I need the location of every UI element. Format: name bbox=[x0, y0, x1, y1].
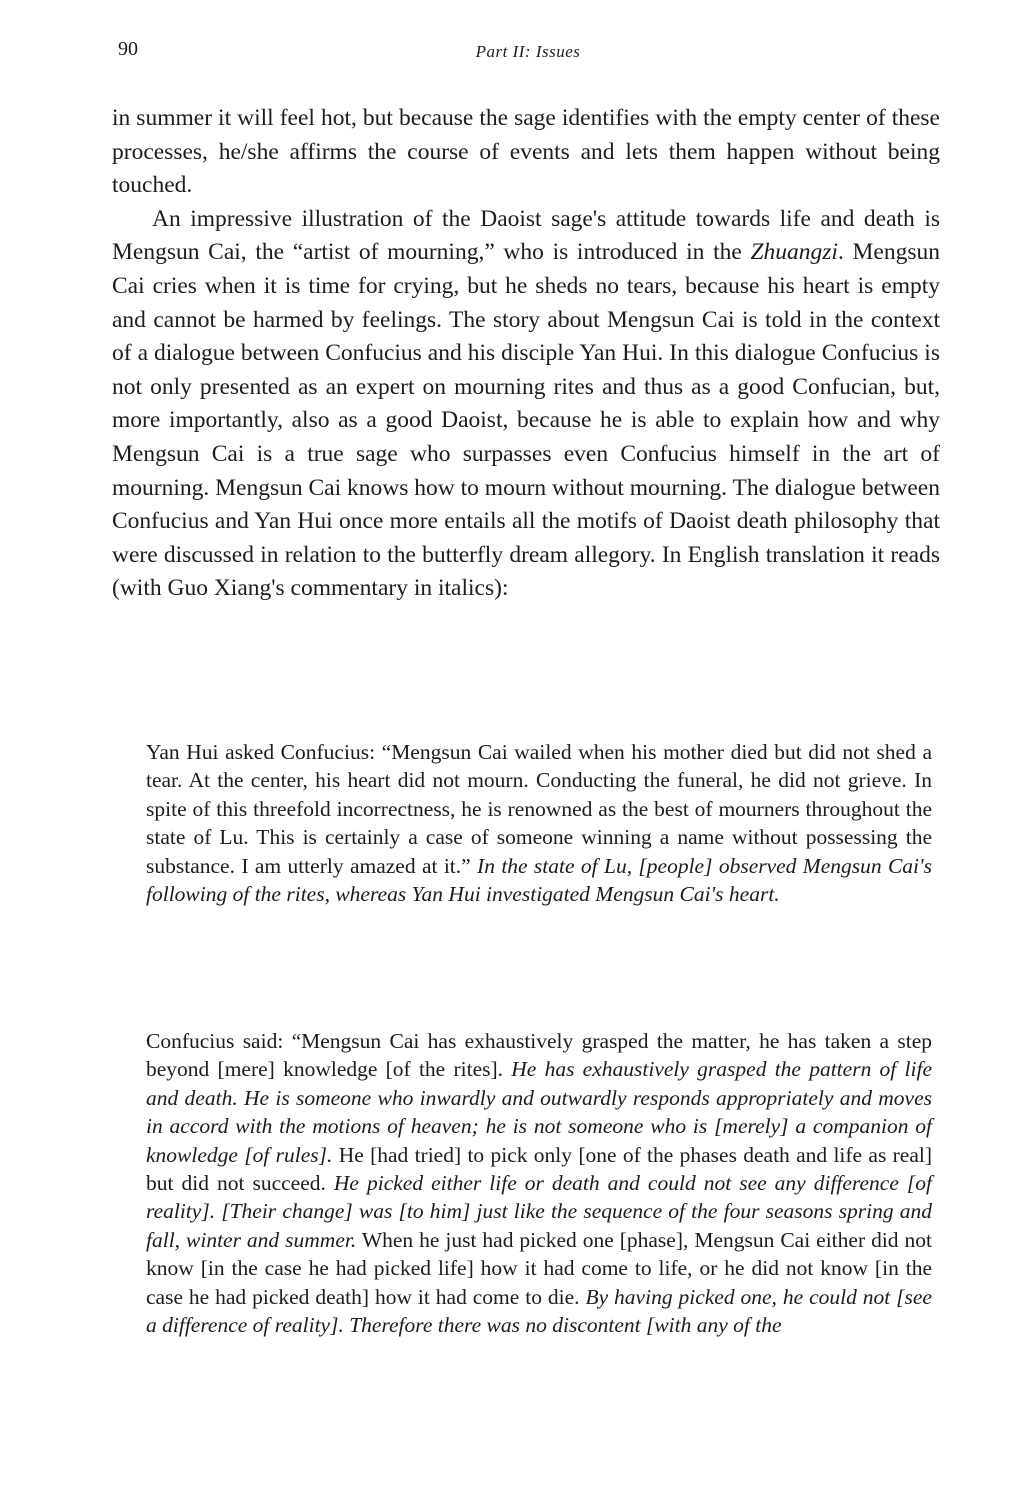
paragraph-text-a: An impressive illustration of the Daoist sage's attitude towards life and death is Mengsun Cai, the “artist of mourning,” who is introduced in the bbox=[112, 205, 940, 266]
quote-text: Yan Hui asked Confucius: “Mengsun Cai wailed when his mother died but did not shed a tear. At the center, his heart did not mourn. Conducting the funeral, he did not grieve. In spite of this threefold incorrectness, he is renowned as the best of mourners throughout the state of Lu. This is certainly a case of someone winning a name without possessing the substance. I am utterly amazed at it.” bbox=[146, 740, 932, 878]
page-header bbox=[118, 38, 938, 68]
commentary-text: In the state of Lu, [people] observed Mengsun Cai's following of the rites, whereas Yan Hui investigated Mengsun Cai's heart. bbox=[146, 853, 932, 907]
paragraph-mengsun-cai bbox=[112, 203, 940, 606]
book-title-zhuangzi: Zhuangzi bbox=[750, 239, 838, 266]
quote-paragraph bbox=[146, 738, 932, 908]
quote-paragraph bbox=[146, 1027, 932, 1339]
running-head: Part II: Issues bbox=[475, 42, 581, 61]
paragraph-continuation: in summer it will feel hot, but because the sage identifies with the empty center of these processes, he/she affirms the course of events and lets them happen without being touched. bbox=[112, 105, 940, 199]
page-number: 90 bbox=[118, 38, 138, 60]
block-quote-yan-hui bbox=[146, 738, 932, 908]
commentary-text: He has exhaustively grasped the pattern of life and death. He is someone who inwardly and outwardly responds appropriately and moves in accord with the motions of heaven; he is not someone who is [merely] a companion of knowledge [of rules]. bbox=[146, 1057, 932, 1167]
quote-text: When he just had picked one [phase], Mengsun Cai either did not know [in the case he had picked life] how it had come to life, or he did not know [in the case he had picked death] how it had come to die. bbox=[146, 1227, 932, 1309]
commentary-text: By having picked one, he could not [see a difference of reality]. Therefore there was no discontent [with any of the bbox=[146, 1284, 932, 1338]
paragraph-text-b: . Mengsun Cai cries when it is time for crying, but he sheds no tears, because his heart is empty and cannot be harmed by feelings. The story about Mengsun Cai is told in the context of a dialogue between Confucius and his disciple Yan Hui. In this dialogue Confucius is not only presented as an expert on mourning rites and thus as a good Confucian, but, more importantly, also as a good Daoist, because he is able to explain how and why Mengsun Cai is a true sage who surpasses even Confucius himself in the art of mourning. Mengsun Cai knows how to mourn without mourning. The dialogue between Confucius and Yan Hui once more entails all the motifs of Daoist death philosophy that were discussed in relation to the butterfly dream allegory. In English translation it reads (with Guo Xiang's commentary in italics): bbox=[112, 239, 940, 602]
quote-text: He [had tried] to pick only [one of the phases death and life as real] but did not succeed. bbox=[146, 1142, 932, 1196]
main-text bbox=[112, 102, 940, 606]
quote-text: Confucius said: “Mengsun Cai has exhaustively grasped the matter, he has taken a step beyond [mere] knowledge [of the rites]. bbox=[146, 1029, 932, 1082]
commentary-text: He picked either life or death and could not see any difference [of reality]. [Their change] was [to him] just like the sequence of the four seasons spring and fall, winter and summer. bbox=[146, 1171, 932, 1252]
block-quote-confucius bbox=[146, 1027, 932, 1339]
